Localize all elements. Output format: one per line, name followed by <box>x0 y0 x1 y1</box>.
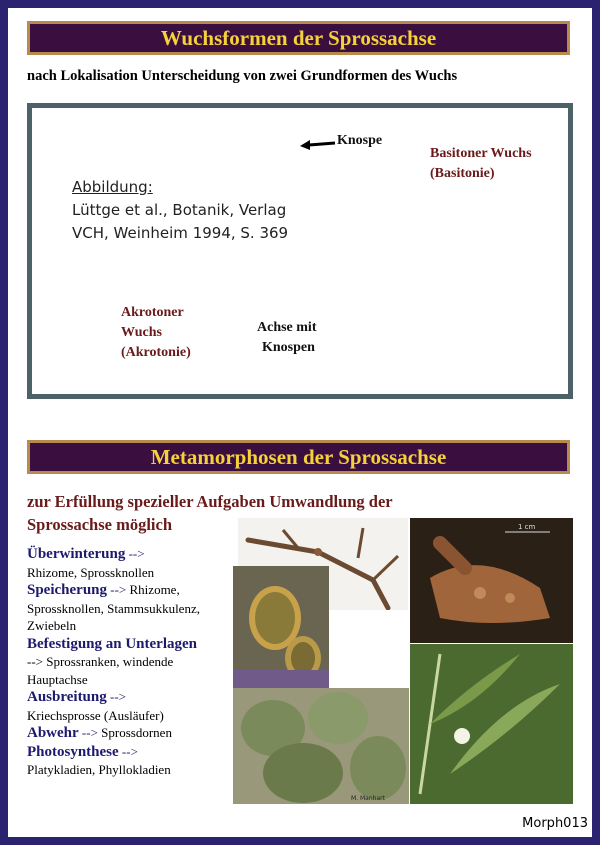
knospe-arrow-icon <box>297 136 337 152</box>
diagram-box <box>27 103 573 399</box>
item-text: Rhizome, Sprossknollen <box>27 564 155 580</box>
footer-code: Morph013 <box>522 816 588 831</box>
list-item <box>27 545 237 581</box>
label-akroton-line1: Akrotoner <box>121 305 184 320</box>
citation-line1: Lüttge et al., Botanik, Verlag <box>72 201 287 219</box>
citation-line2: VCH, Weinheim 1994, S. 369 <box>72 224 289 242</box>
photo-phyllocladium <box>410 644 573 804</box>
item-arrow: --> <box>106 689 126 704</box>
label-achse-line1: Achse mit <box>257 320 317 335</box>
label-akroton-line3: (Akrotonie) <box>121 345 191 360</box>
section2-title: Metamorphosen der Sprossachse <box>27 440 570 474</box>
item-term: Überwinterung <box>27 546 126 562</box>
photo-rhizome <box>410 518 573 643</box>
item-term: Photosynthese <box>27 743 119 760</box>
section1-subtitle: nach Lokalisation Unterscheidung von zwei Grundformen des Wuchs <box>27 68 458 84</box>
photo-prickly-pear <box>233 688 409 804</box>
list-item <box>27 688 237 724</box>
item-term: Ausbreitung <box>27 689 107 705</box>
label-basiton-line1: Basitoner Wuchs <box>430 146 532 161</box>
item-text: --> Sprossranken, windende Hauptachse <box>27 654 174 687</box>
item-term: Abwehr <box>27 725 79 741</box>
item-term: Speicherung <box>27 582 108 598</box>
item-text: Rhizome, Sprossknollen, Stammsukkulenz, Zwiebeln <box>27 582 200 633</box>
item-arrow: --> <box>107 582 127 597</box>
section1-title: Wuchsformen der Sprossachse <box>27 21 570 55</box>
scale-label: 1 cm <box>518 523 536 531</box>
citation-heading: Abbildung: <box>72 178 153 196</box>
metamorphosis-list <box>27 545 237 779</box>
item-text: Sprossdornen <box>97 725 172 740</box>
photo-cactus <box>233 566 329 688</box>
label-basiton-line2: (Basitonie) <box>430 166 495 181</box>
section2-intro-line1: zur Erfüllung spezieller Aufgaben Umwandlung der <box>27 492 393 511</box>
list-item <box>27 581 237 635</box>
label-akroton-line2: Wuchs <box>121 325 162 340</box>
list-item <box>27 724 237 743</box>
photo-credit: M. Manhart <box>351 795 385 802</box>
label-achse-line2: Knospen <box>262 340 315 355</box>
item-arrow: --> <box>78 725 98 740</box>
item-text: Platykladien, Phyllokladien <box>27 762 171 777</box>
item-text: Kriechsprosse (Ausläufer) <box>27 707 164 723</box>
section2-intro-line2: Sprossachse möglich <box>27 515 173 534</box>
list-item <box>27 743 237 779</box>
item-arrow: --> <box>118 743 138 759</box>
label-knospe: Knospe <box>337 133 383 148</box>
figure-citation <box>72 176 288 245</box>
item-term: Befestigung an Unterlagen <box>27 635 197 652</box>
list-item <box>27 635 237 689</box>
item-arrow: --> <box>125 546 145 561</box>
